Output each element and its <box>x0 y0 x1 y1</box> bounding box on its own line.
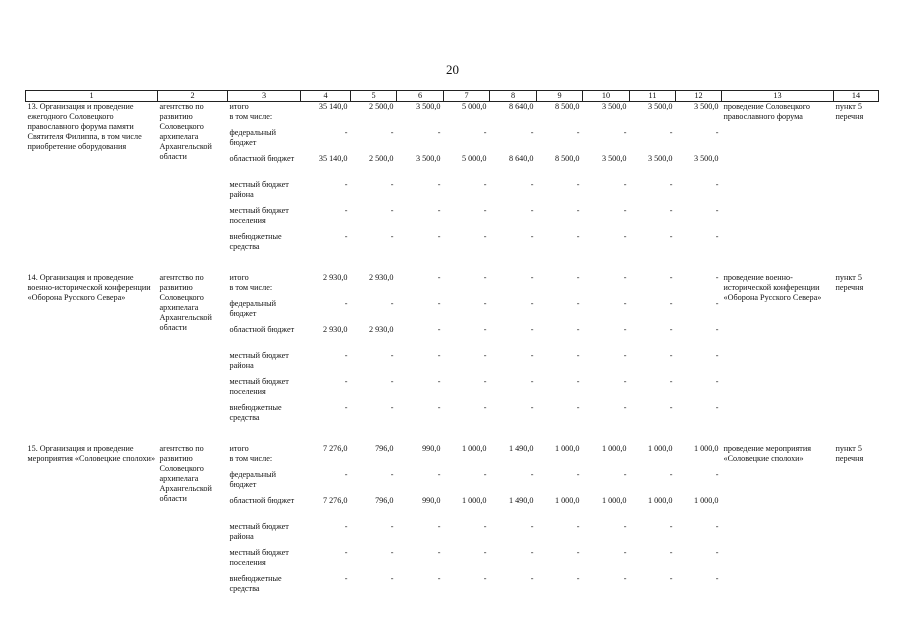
funding-source-label: местный бюджет района <box>229 351 289 370</box>
amount-cell: - <box>530 548 534 557</box>
amount-cell: 1 000,0 <box>601 444 627 453</box>
funding-source-label: внебюджетные средства <box>229 574 282 593</box>
amount-cell: 35 140,0 <box>318 102 348 111</box>
amount-cell: - <box>437 351 441 360</box>
amount-cell: - <box>483 325 487 334</box>
funding-source-label: итого в том числе: <box>229 444 273 463</box>
amount-cell: - <box>530 522 534 531</box>
amount-cell: - <box>669 206 673 215</box>
amount-cell: - <box>669 470 673 479</box>
amount-cell: 7 276,0 <box>322 444 348 453</box>
expected-result: проведение Соловецкого православного форума <box>723 102 811 121</box>
amount-cell: - <box>669 403 673 412</box>
amount-cell: 3 500,0 <box>601 154 627 163</box>
amount-cell: - <box>576 180 580 189</box>
amount-cell: - <box>437 206 441 215</box>
amount-cell: - <box>669 299 673 308</box>
amount-cell: - <box>483 180 487 189</box>
amount-cell: - <box>576 574 580 583</box>
amount-cell: 3 500,0 <box>647 154 673 163</box>
amount-cell: - <box>483 273 487 282</box>
funding-source-label: федеральный бюджет <box>229 470 277 489</box>
reference-item: пункт 5 перечня <box>835 273 864 292</box>
amount-cell: - <box>344 522 348 531</box>
amount-cell: 5 000,0 <box>461 154 487 163</box>
amount-cell: - <box>715 206 719 215</box>
amount-cell: - <box>623 232 627 241</box>
amount-cell: - <box>623 403 627 412</box>
amount-cell: 2 930,0 <box>368 273 394 282</box>
amount-cell: - <box>715 522 719 531</box>
amount-cell: 1 000,0 <box>554 496 580 505</box>
funding-source-label: местный бюджет района <box>229 180 289 199</box>
table-row <box>26 102 879 129</box>
amount-cell: - <box>623 574 627 583</box>
amount-cell: - <box>437 273 441 282</box>
amount-cell: - <box>623 377 627 386</box>
responsible-agency: агентство по развитию Соловецкого архипелага Архангельской области <box>159 102 212 161</box>
column-header-14: 14 <box>834 91 879 102</box>
amount-cell: - <box>669 522 673 531</box>
amount-cell: - <box>437 232 441 241</box>
amount-cell: - <box>437 470 441 479</box>
amount-cell: - <box>715 351 719 360</box>
amount-cell: - <box>669 574 673 583</box>
amount-cell: - <box>669 128 673 137</box>
amount-cell: 8 500,0 <box>554 154 580 163</box>
amount-cell: - <box>576 273 580 282</box>
measure-title: 14. Организация и проведение военно-исторической конференции «Оборона Русского Севера» <box>27 273 151 302</box>
amount-cell: - <box>344 548 348 557</box>
amount-cell: - <box>576 128 580 137</box>
amount-cell: - <box>390 180 394 189</box>
amount-cell: - <box>669 232 673 241</box>
section-spacer <box>26 258 879 273</box>
funding-source-label: федеральный бюджет <box>229 128 277 147</box>
amount-cell: - <box>483 574 487 583</box>
amount-cell: 7 276,0 <box>322 496 348 505</box>
amount-cell: - <box>715 548 719 557</box>
amount-cell: - <box>483 377 487 386</box>
amount-cell: - <box>576 522 580 531</box>
amount-cell: - <box>437 522 441 531</box>
column-header-12: 12 <box>676 91 722 102</box>
amount-cell: - <box>483 403 487 412</box>
amount-cell: - <box>344 180 348 189</box>
amount-cell: - <box>576 351 580 360</box>
amount-cell: - <box>530 403 534 412</box>
amount-cell: - <box>576 299 580 308</box>
amount-cell: - <box>623 548 627 557</box>
amount-cell: - <box>623 299 627 308</box>
amount-cell: 796,0 <box>375 444 394 453</box>
amount-cell: - <box>437 403 441 412</box>
amount-cell: 990,0 <box>422 444 441 453</box>
amount-cell: 1 000,0 <box>693 496 719 505</box>
amount-cell: 990,0 <box>422 496 441 505</box>
amount-cell: - <box>576 206 580 215</box>
amount-cell: 1 490,0 <box>508 444 534 453</box>
amount-cell: 3 500,0 <box>693 154 719 163</box>
amount-cell: 8 500,0 <box>554 102 580 111</box>
amount-cell: - <box>344 206 348 215</box>
amount-cell: - <box>437 377 441 386</box>
amount-cell: 1 000,0 <box>461 444 487 453</box>
column-header-6: 6 <box>397 91 444 102</box>
page-number: 20 <box>446 62 459 77</box>
amount-cell: - <box>530 128 534 137</box>
amount-cell: 8 640,0 <box>508 102 534 111</box>
amount-cell: - <box>715 403 719 412</box>
amount-cell: - <box>344 351 348 360</box>
column-header-13: 13 <box>722 91 834 102</box>
funding-source-label: областной бюджет <box>229 325 295 334</box>
amount-cell: - <box>715 470 719 479</box>
spacer-cell <box>26 429 879 444</box>
amount-cell: - <box>576 403 580 412</box>
amount-cell: - <box>623 206 627 215</box>
amount-cell: - <box>623 180 627 189</box>
amount-cell: - <box>576 232 580 241</box>
amount-cell: - <box>390 232 394 241</box>
column-header-4: 4 <box>301 91 351 102</box>
amount-cell: - <box>437 128 441 137</box>
amount-cell: 2 500,0 <box>368 102 394 111</box>
funding-source-label: федеральный бюджет <box>229 299 277 318</box>
column-header-7: 7 <box>444 91 490 102</box>
amount-cell: - <box>437 548 441 557</box>
column-header-10: 10 <box>583 91 630 102</box>
amount-cell: - <box>390 128 394 137</box>
amount-cell: - <box>344 403 348 412</box>
amount-cell: - <box>437 299 441 308</box>
amount-cell: - <box>344 470 348 479</box>
amount-cell: - <box>483 351 487 360</box>
amount-cell: - <box>715 128 719 137</box>
amount-cell: - <box>530 325 534 334</box>
column-header-5: 5 <box>351 91 397 102</box>
funding-source-label: итого в том числе: <box>229 102 273 121</box>
amount-cell: - <box>390 206 394 215</box>
amount-cell: - <box>530 180 534 189</box>
amount-cell: 2 930,0 <box>322 273 348 282</box>
amount-cell: - <box>437 574 441 583</box>
spacer-cell <box>26 258 879 273</box>
amount-cell: - <box>530 299 534 308</box>
amount-cell: - <box>623 325 627 334</box>
amount-cell: - <box>344 299 348 308</box>
amount-cell: 35 140,0 <box>318 154 348 163</box>
funding-source-label: итого в том числе: <box>229 273 273 292</box>
amount-cell: - <box>483 522 487 531</box>
table-row <box>26 444 879 470</box>
amount-cell: - <box>623 522 627 531</box>
amount-cell: 8 640,0 <box>508 154 534 163</box>
amount-cell: 2 500,0 <box>368 154 394 163</box>
amount-cell: - <box>390 403 394 412</box>
amount-cell: - <box>344 232 348 241</box>
column-header-9: 9 <box>537 91 583 102</box>
amount-cell: - <box>576 548 580 557</box>
amount-cell: 1 490,0 <box>508 496 534 505</box>
reference-item: пункт 5 перечня <box>835 444 864 463</box>
column-header-8: 8 <box>490 91 537 102</box>
amount-cell: - <box>576 470 580 479</box>
amount-cell: - <box>437 180 441 189</box>
amount-cell: - <box>530 232 534 241</box>
funding-source-label: местный бюджет поселения <box>229 548 289 567</box>
column-header-1: 1 <box>26 91 158 102</box>
amount-cell: 1 000,0 <box>461 496 487 505</box>
amount-cell: - <box>715 232 719 241</box>
amount-cell: - <box>715 180 719 189</box>
amount-cell: - <box>530 273 534 282</box>
amount-cell: - <box>576 377 580 386</box>
amount-cell: - <box>344 128 348 137</box>
table-row <box>26 273 879 299</box>
amount-cell: - <box>715 377 719 386</box>
amount-cell: 1 000,0 <box>554 444 580 453</box>
reference-item: пункт 5 перечня <box>835 102 864 121</box>
amount-cell: - <box>669 548 673 557</box>
funding-source-label: областной бюджет <box>229 496 295 505</box>
amount-cell: - <box>530 574 534 583</box>
amount-cell: 796,0 <box>375 496 394 505</box>
amount-cell: - <box>715 299 719 308</box>
amount-cell: - <box>715 325 719 334</box>
amount-cell: - <box>715 273 719 282</box>
amount-cell: 3 500,0 <box>693 102 719 111</box>
amount-cell: 3 500,0 <box>415 102 441 111</box>
amount-cell: - <box>530 206 534 215</box>
funding-source-label: местный бюджет поселения <box>229 206 289 225</box>
amount-cell: - <box>669 351 673 360</box>
amount-cell: - <box>390 377 394 386</box>
responsible-agency: агентство по развитию Соловецкого архипелага Архангельской области <box>159 273 212 332</box>
amount-cell: 1 000,0 <box>693 444 719 453</box>
amount-cell: 2 930,0 <box>322 325 348 334</box>
amount-cell: - <box>483 206 487 215</box>
amount-cell: - <box>530 470 534 479</box>
funding-source-label: внебюджетные средства <box>229 403 282 422</box>
expected-result: проведение военно-исторической конференции «Оборона Русского Севера» <box>723 273 822 302</box>
amount-cell: - <box>483 232 487 241</box>
amount-cell: 3 500,0 <box>601 102 627 111</box>
amount-cell: 1 000,0 <box>601 496 627 505</box>
amount-cell: - <box>669 325 673 334</box>
amount-cell: - <box>483 299 487 308</box>
responsible-agency: агентство по развитию Соловецкого архипелага Архангельской области <box>159 444 212 503</box>
measure-title: 13. Организация и проведение ежегодного Соловецкого православного форума памяти Святителя Филиппа, в том числе приобретение оборудования <box>27 102 142 151</box>
amount-cell: - <box>669 273 673 282</box>
funding-source-label: областной бюджет <box>229 154 295 163</box>
funding-source-label: местный бюджет района <box>229 522 289 541</box>
amount-cell: - <box>623 273 627 282</box>
amount-cell: - <box>715 574 719 583</box>
amount-cell: - <box>530 377 534 386</box>
amount-cell: - <box>483 128 487 137</box>
amount-cell: - <box>623 470 627 479</box>
column-header-3: 3 <box>228 91 301 102</box>
expected-result: проведение мероприятия «Соловецкие сполохи» <box>723 444 812 463</box>
amount-cell: - <box>669 180 673 189</box>
measure-title: 15. Организация и проведение мероприятия «Соловецкие сполохи» <box>27 444 156 463</box>
header-row <box>26 91 879 102</box>
table-body <box>26 102 879 601</box>
amount-cell: - <box>483 470 487 479</box>
amount-cell: - <box>390 574 394 583</box>
funding-source-label: внебюджетные средства <box>229 232 282 251</box>
amount-cell: - <box>390 299 394 308</box>
amount-cell: 1 000,0 <box>647 444 673 453</box>
amount-cell: - <box>483 548 487 557</box>
amount-cell: - <box>390 548 394 557</box>
amount-cell: 3 500,0 <box>415 154 441 163</box>
program-table <box>25 90 879 600</box>
amount-cell: - <box>576 325 580 334</box>
amount-cell: 1 000,0 <box>647 496 673 505</box>
amount-cell: - <box>344 377 348 386</box>
amount-cell: - <box>390 522 394 531</box>
amount-cell: - <box>344 574 348 583</box>
amount-cell: - <box>437 325 441 334</box>
funding-source-label: местный бюджет поселения <box>229 377 289 396</box>
amount-cell: - <box>390 351 394 360</box>
column-header-11: 11 <box>630 91 676 102</box>
amount-cell: - <box>390 470 394 479</box>
amount-cell: - <box>623 351 627 360</box>
amount-cell: - <box>623 128 627 137</box>
section-spacer <box>26 429 879 444</box>
amount-cell: - <box>669 377 673 386</box>
amount-cell: 3 500,0 <box>647 102 673 111</box>
amount-cell: 5 000,0 <box>461 102 487 111</box>
amount-cell: - <box>530 351 534 360</box>
column-header-2: 2 <box>158 91 228 102</box>
amount-cell: 2 930,0 <box>368 325 394 334</box>
